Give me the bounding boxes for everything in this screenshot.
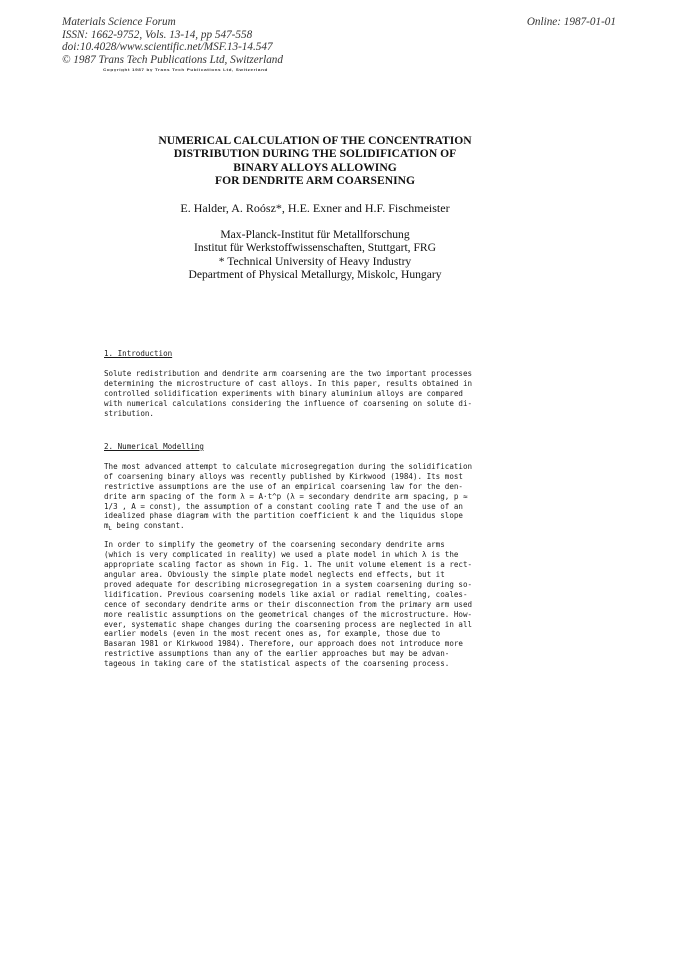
copyright-strip: Copyright 1987 by Trans Tech Publications Ltd, Switzerland	[103, 68, 268, 72]
text-line: appropriate scaling factor as shown in Fig. 1. The unit volume element is a rect-	[104, 560, 473, 570]
section-numerical-modelling	[104, 442, 524, 669]
text-line: restrictive assumptions are the use of an empirical coarsening law for the den-	[104, 481, 463, 491]
text-line: controlled solidification experiments with binary aluminium alloys are compared	[104, 388, 463, 398]
author-list: E. Halder, A. Roósz*, H.E. Exner and H.F. Fischmeister	[180, 201, 450, 215]
title-line: BINARY ALLOYS ALLOWING	[233, 160, 397, 174]
doi-line: doi:10.4028/www.scientific.net/MSF.13-14.547	[62, 41, 273, 54]
journal-name: Materials Science Forum	[62, 16, 176, 28]
text-line: In order to simplify the geometry of the coarsening secondary dendrite arms	[104, 540, 445, 550]
text-line: earlier models (even in the most recent ones as, for example, those due to	[104, 629, 441, 639]
text-line: idealized phase diagram with the partition coefficient k and the liquidus slope	[104, 511, 463, 521]
text-line: drite arm spacing of the form λ = A·t^p (λ = secondary dendrite arm spacing, p ≈	[104, 491, 468, 501]
section-introduction	[104, 349, 524, 418]
paragraph	[104, 462, 524, 535]
text-line: Basaran 1981 or Kirkwood 1984). Therefore, our approach does not introduce more	[104, 639, 463, 649]
text-line: of coarsening binary alloys was recently published by Kirkwood (1984). Its most	[104, 471, 463, 481]
issn-line: ISSN: 1662-9752, Vols. 13-14, pp 547-558	[62, 28, 253, 41]
text-fragment: being constant.	[111, 521, 185, 531]
paper-title	[100, 134, 530, 187]
text-line: cence of secondary dendrite arms or their disconnection from the primary arm used	[104, 599, 473, 609]
text-line: restrictive assumptions than any of the earlier approaches but may be advan-	[104, 649, 450, 659]
title-line: DISTRIBUTION DURING THE SOLIDIFICATION OF	[173, 147, 457, 161]
affiliation-line: Department of Physical Metallurgy, Miskolc, Hungary	[188, 267, 442, 281]
affiliation-line: Max-Planck-Institut für Metallforschung	[220, 228, 410, 241]
text-line: 1/3 , A = const), the assumption of a constant cooling rate Ṫ and the use of an	[104, 501, 463, 511]
copyright-line: © 1987 Trans Tech Publications Ltd, Switzerland	[62, 53, 283, 66]
variable-m: m	[104, 521, 109, 531]
section-heading: 1. Introduction	[104, 349, 173, 358]
text-line: proved adequate for describing microsegregation in a system coarsening during so-	[104, 579, 473, 589]
affiliations	[100, 228, 530, 281]
online-date: Online: 1987-01-01	[526, 16, 616, 28]
subscript-l: L	[108, 526, 112, 533]
text-line	[104, 521, 524, 535]
text-line: (which is very complicated in reality) we used a plate model in which λ is the	[104, 550, 459, 560]
paragraph	[104, 369, 524, 419]
text-line: with numerical calculations considering the influence of coarsening on solute di-	[104, 398, 473, 408]
paragraph	[104, 540, 524, 669]
text-line: stribution.	[104, 408, 154, 418]
text-line: ever, systematic shape changes during the coarsening process are neglected in all	[104, 619, 473, 629]
affiliation-line: * Technical University of Heavy Industry	[218, 254, 412, 268]
text-line: determining the microstructure of cast alloys. In this paper, results obtained in	[104, 378, 473, 388]
text-line: The most advanced attempt to calculate microsegregation during the solidification	[104, 461, 473, 471]
title-line: NUMERICAL CALCULATION OF THE CONCENTRATION	[158, 134, 472, 147]
text-line: Solute redistribution and dendrite arm coarsening are the two important processes	[104, 368, 473, 378]
text-line: angular area. Obviously the simple plate model neglects end effects, but it	[104, 569, 445, 579]
text-line: tageous in taking care of the statistical aspects of the coarsening process.	[104, 659, 450, 669]
text-line: lidification. Previous coarsening models like axial or radial remelting, coales-	[104, 589, 468, 599]
affiliation-line: Institut für Werkstoffwissenschaften, Stuttgart, FRG	[193, 241, 437, 255]
publication-meta	[62, 16, 283, 66]
title-line: FOR DENDRITE ARM COARSENING	[214, 173, 415, 187]
text-line: more realistic assumptions on the geometrical changes of the microstructure. How-	[104, 609, 473, 619]
section-heading: 2. Numerical Modelling	[104, 442, 204, 451]
